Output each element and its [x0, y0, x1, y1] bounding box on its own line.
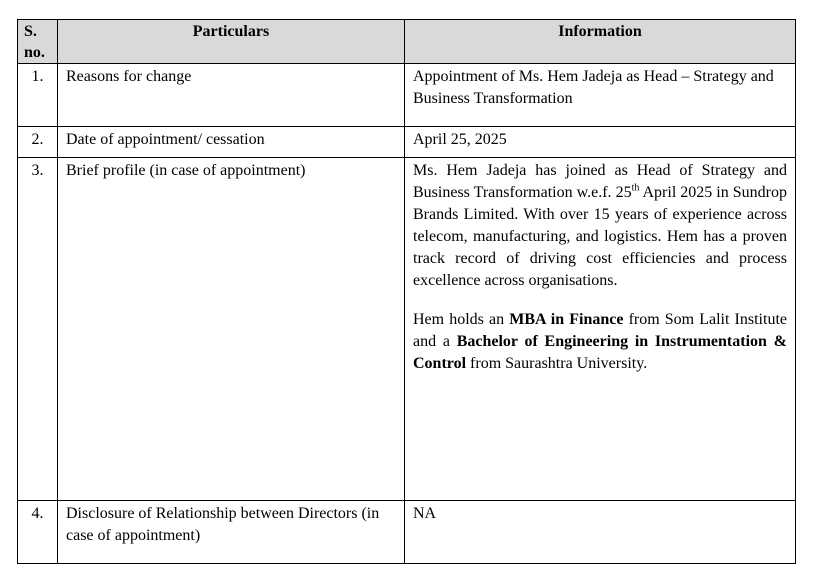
row-information: April 25, 2025 — [405, 127, 796, 158]
profile-text: from Saurashtra University. — [466, 355, 648, 372]
header-serial-number: S. no. — [18, 20, 58, 64]
profile-text: April 2025 in Sundrop Brands Limited. With over 15 years of experience across telecom, manufacturing, and logistics. Hem has a proven track record of driving cost efficiencies and process excellence across organisations. — [413, 184, 788, 289]
row-information — [405, 158, 796, 501]
table-row — [18, 501, 796, 564]
row-number: 2. — [18, 127, 58, 158]
row-particular: Date of appointment/ cessation — [58, 127, 405, 158]
profile-paragraph-1 — [413, 160, 787, 292]
header-particulars: Particulars — [58, 20, 405, 64]
disclosure-table — [17, 19, 796, 564]
profile-text: Hem holds an — [413, 311, 510, 328]
degree-mba: MBA in Finance — [509, 311, 624, 328]
profile-text: Ms. Hem Jadeja has joined as Head of Strategy and Business Transformation w.e.f. 25 — [413, 162, 787, 201]
ordinal-suffix: th — [631, 182, 640, 194]
row-number: 1. — [18, 64, 58, 127]
row-particular: Brief profile (in case of appointment) — [58, 158, 405, 501]
header-information: Information — [405, 20, 796, 64]
row-information: Appointment of Ms. Hem Jadeja as Head – Strategy and Business Transformation — [405, 64, 796, 127]
row-number: 3. — [18, 158, 58, 501]
row-particular: Reasons for change — [58, 64, 405, 127]
row-number: 4. — [18, 501, 58, 564]
profile-paragraph-2 — [413, 309, 787, 375]
profile-text: from Som Lalit Institute and a — [413, 311, 787, 350]
table-row — [18, 158, 796, 501]
table-header-row — [18, 20, 796, 64]
row-particular: Disclosure of Relationship between Directors (in case of appointment) — [58, 501, 405, 564]
table-row — [18, 127, 796, 158]
table-row — [18, 64, 796, 127]
row-information: NA — [405, 501, 796, 564]
degree-engineering: Bachelor of Engineering in Instrumentation & Control — [413, 333, 787, 372]
